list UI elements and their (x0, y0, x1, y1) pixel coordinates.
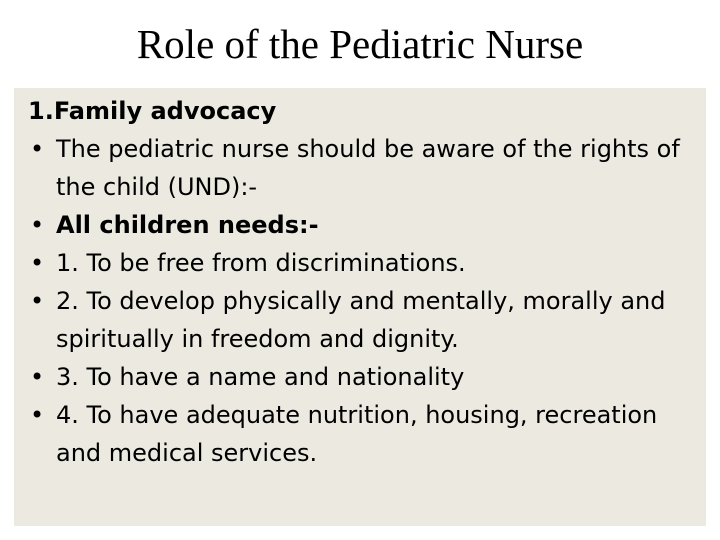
bullet-text: The pediatric nurse should be aware of the rights of the child (UND):- (56, 135, 680, 201)
bullet-icon: • (30, 211, 45, 239)
bullet-text: 3. To have a name and nationality (56, 363, 465, 391)
bullet-text: 2. To develop physically and mentally, morally and spiritually in freedom and dignity. (56, 287, 666, 353)
bullet-item (28, 358, 696, 396)
bullet-icon: • (30, 363, 45, 391)
bullet-item (28, 396, 696, 472)
slide-title: Role of the Pediatric Nurse (136, 21, 584, 67)
bullet-icon: • (30, 401, 45, 429)
bullet-item (28, 130, 696, 206)
bullet-list (28, 130, 696, 472)
bullet-item (28, 282, 696, 358)
bullet-icon: • (30, 249, 45, 277)
bullet-item (28, 206, 696, 244)
bullet-item (28, 244, 696, 282)
bullet-icon: • (30, 287, 45, 315)
bullet-text: 4. To have adequate nutrition, housing, recreation and medical services. (56, 401, 658, 467)
section-heading: 1.Family advocacy (28, 97, 277, 125)
bullet-text: All children needs:- (56, 211, 319, 239)
bullet-text: 1. To be free from discriminations. (56, 249, 466, 277)
content-box (14, 88, 706, 526)
bullet-icon: • (30, 135, 45, 163)
